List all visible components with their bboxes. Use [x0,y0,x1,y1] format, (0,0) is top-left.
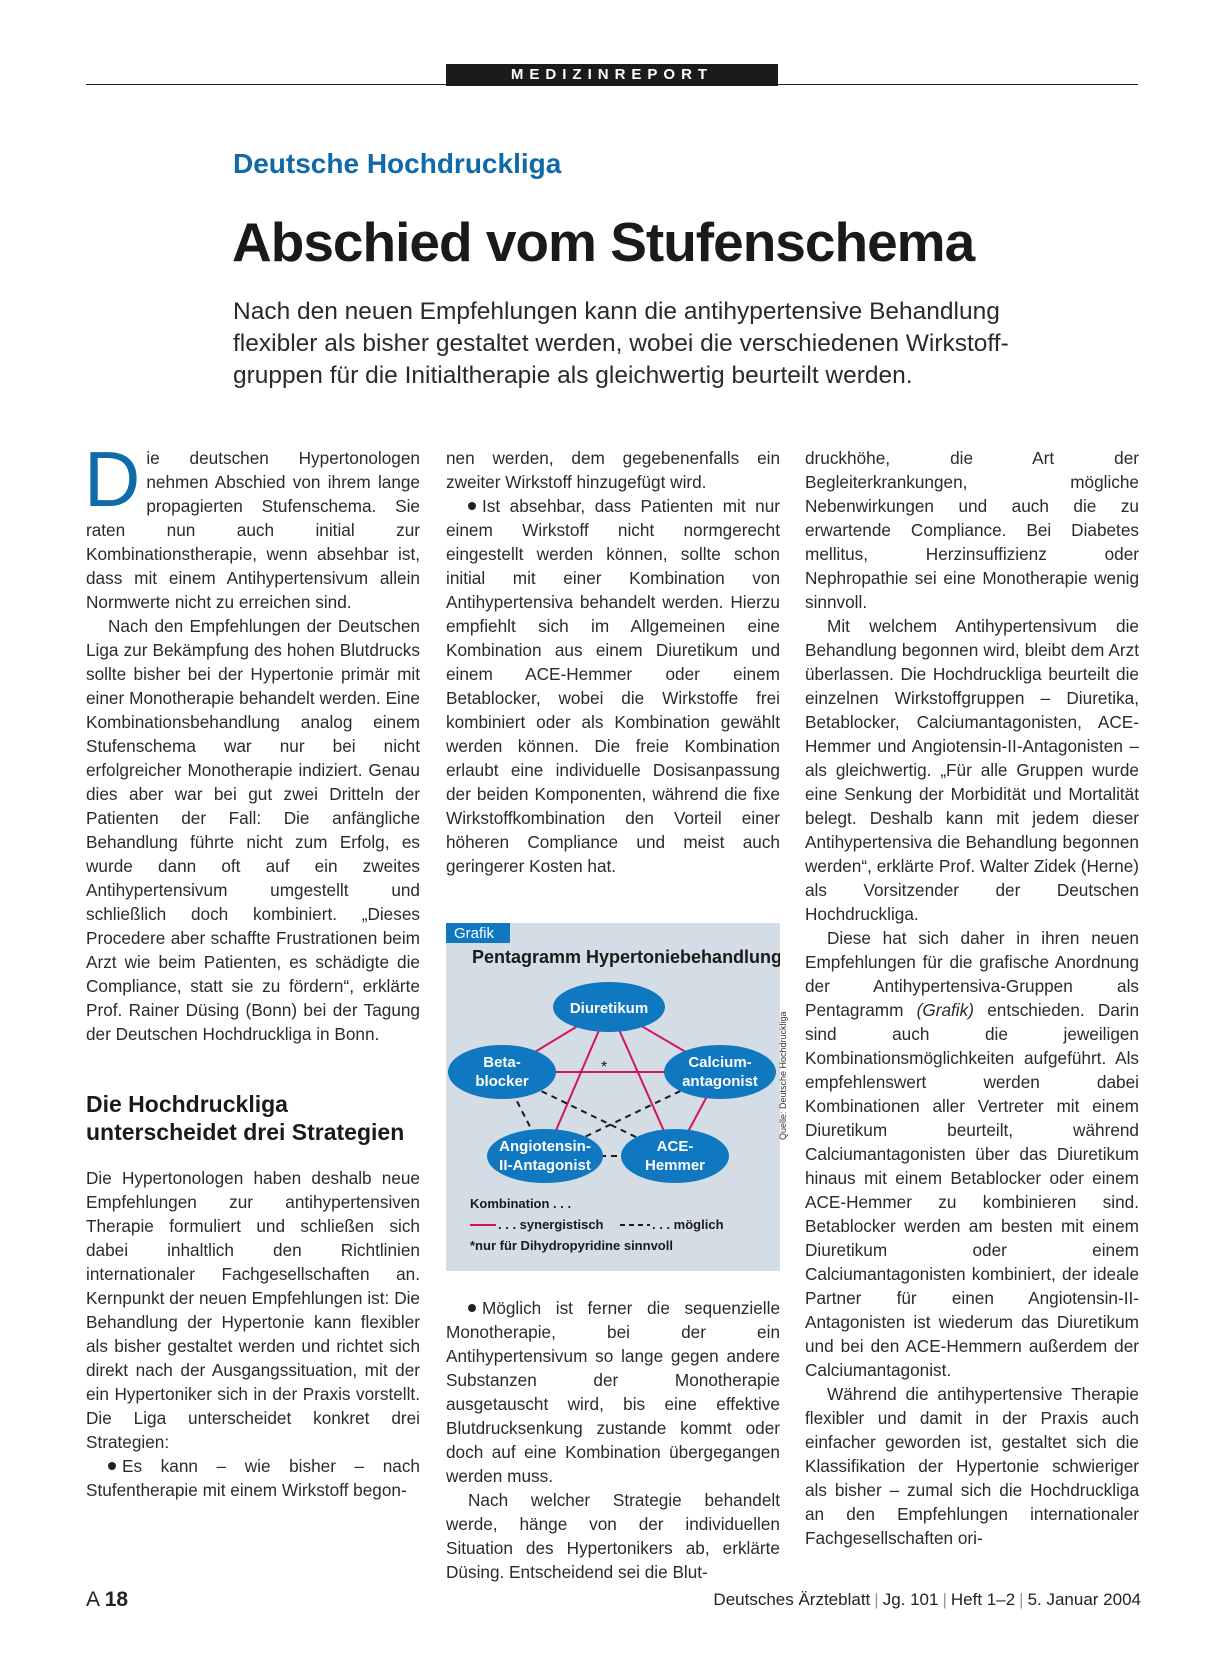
journal-issue: Heft 1–2 [950,1590,1016,1609]
col2-bullet-2 [446,494,780,878]
col3-paragraph-3-b: entschieden. Darin sind auch die jeweiligen Kombinationsmöglichkeiten aufgeführt. Als empfehlenswert werden dabei Kombinationen aller Vertreter mit einem Diuretikum beurteilt, während Calciumantagonisten über das Diuretikum hinaus mit einem Betablocker oder einem ACE-Hemmer zu kombinieren sind. Betablocker werden am besten mit einem Diuretikum oder einem Calciumantagonisten kombiniert, der ideale Partner für einen Angiotensin-II-Antagonisten ist wiederum das Diuretikum und bei den ACE-Hemmern außerdem der Calciumantagonist. [805,1000,1140,1380]
journal-name: Deutsches Ärzteblatt [713,1590,871,1609]
col1-bullet-1 [86,1454,420,1502]
grafik-reference: (Grafik) [916,1000,974,1020]
graphic-title: Pentagramm Hypertoniebehandlung [472,947,780,967]
bullet-icon [468,502,476,510]
subheading: Die Hochdruckliga unterscheidet drei Strategien [86,1091,405,1145]
col2-paragraph-2: Nach welcher Strategie behandelt werde, hänge von der individuellen Situation des Hypertonikers ab, erklärte Düsing. Entscheidend sei die Blut- [446,1490,780,1582]
node-calcium-label-1: Calcium- [688,1054,752,1071]
legend-note: *nur für Dihydropyridine sinnvoll [470,1238,673,1253]
pentagram-graphic [446,923,780,1271]
bullet-icon [108,1462,116,1470]
graphic-source: Quelle: Deutsche Hochdruckliga [778,1011,788,1140]
node-angio-label-1: Angiotensin- [499,1138,591,1155]
journal-volume: Jg. 101 [882,1590,939,1609]
node-ace-label-1: ACE- [656,1138,694,1155]
col3-paragraph-2: Mit welchem Antihypertensivum die Behandlung begonnen wird, bleibt dem Arzt überlassen. Die Hochdruckliga beurteilt die einzelnen Wirkstoffgruppen – Diuretika, Betablocker, Calciumantagonisten, ACE-Hemmer und Angiotensin-II-Antagonisten – als gleichwertig. „Für alle Gruppen wurde eine Senkung der Morbidität und Mortalität belegt. Deshalb kann mit jedem dieser Antihypertensiva die Behandlung begonnen werden“, erklärte Prof. Walter Zidek (Herne) als Vorsitzender der Deutschen Hochdruckliga. [805,616,1139,924]
node-angio-label-2: II-Antagonist [499,1157,591,1174]
page-number-value: 18 [104,1588,129,1611]
node-betablocker-label-1: Beta- [483,1054,521,1071]
page-number [86,1588,128,1612]
col1-paragraph-1-text: ie deutschen Hypertonologen nehmen Abschied von ihrem lange propagierten Stufenschema. Sie raten nun auch initial zur Kombinationstherapie, wenn absehbar ist, dass mit einem Antihypertensivum allein Normwerte nicht zu erreichen sind. [86,448,420,612]
journal-date: 5. Januar 2004 [1027,1590,1141,1609]
node-betablocker-label-2: blocker [475,1073,529,1090]
node-ace-label-2: Hemmer [644,1157,706,1174]
article-kicker: Deutsche Hochdruckliga [233,148,562,179]
col2-bullet-2-text: Ist absehbar, dass Patienten mit nur einem Wirkstoff nicht normgerecht eingestellt werden können, sollte schon initial mit einer Kombination von Antihypertensiva behandelt werden. Hierzu empfiehlt sich im Allgemeinen eine Kombination aus einem Diuretikum und einem ACE-Hemmer oder einem Betablocker, wobei die Wirkstoffe frei kombiniert oder als Kombination gewählt werden können. Die freie Kombination erlaubt eine individuelle Dosisanpassung der beiden Komponenten, während die fixe Wirkstoffkombination den Vorteil einer höheren Compliance und meist auch geringerer Kosten hat. [446,496,780,876]
col2-paragraph-1: nen werden, dem gegebenenfalls ein zweiter Wirkstoff hinzugefügt wird. [446,448,780,492]
article-headline: Abschied vom Stufenschema [232,211,975,273]
col1-paragraph-1 [84,435,420,614]
pentagram-svg [446,923,780,1271]
column-2-bottom [446,1296,780,1584]
article-lead: Nach den neuen Empfehlungen kann die antihypertensive Behandlung flexibler als bisher gestaltet werden, wobei die verschiedenen Wirkstoff-gruppen für die Initialtherapie als gleichwertig beurteilt werden. [233,298,1009,389]
col3-paragraph-3-a: Diese hat sich daher in ihren neuen Empfehlungen für die grafische Anordnung der Antihypertensiva-Gruppen als Pentagramm [805,928,1139,1020]
journal-info: Deutsches Ärzteblatt | Jg. 101 | Heft 1–2 | 5. Januar 2004 [713,1590,1141,1609]
star-mark: * [601,1059,608,1076]
col1-paragraph-3: Die Hypertonologen haben deshalb neue Empfehlungen zur antihypertensiven Therapie formuliert und schließen sich dabei inhaltlich den Richtlinien internationaler Fachgesellschaften an. Kernpunkt der neuen Empfehlungen ist: Die Behandlung der Hypertonie kann flexibler als bisher gestaltet werden und richtet sich direkt nach der Ausgangssituation, mit der ein Hypertoniker sich in der Praxis vorstellt. Die Liga unterscheidet konkret drei Strategien: [86,1168,420,1452]
col1-paragraph-2: Nach den Empfehlungen der Deutschen Liga zur Bekämpfung des hohen Blutdrucks sollte bisher bei der Hypertonie primär mit einer Monotherapie behandelt werden. Eine Kombinationsbehandlung analog einem Stufenschema war nur bei nicht erfolgreicher Monotherapie indiziert. Genau dies aber war bei gut zwei Dritteln der Patienten der Fall: Die anfängliche Behandlung führte nicht zum Erfolg, es wurde dann oft auf ein zweites Antihypertensivum umgestellt und schließlich doch kombiniert. „Dieses Procedere aber schaffte Frustrationen beim Arzt wie beim Patienten, es schädigte die Compliance, statt sie zu fördern“, erklärte Prof. Rainer Düsing (Bonn) bei der Tagung der Deutschen Hochdruckliga in Bonn. [86,616,420,1044]
node-diuretikum-label: Diuretikum [569,1000,649,1017]
col3-paragraph-4: Während die antihypertensive Therapie flexibler und damit in der Praxis auch einfacher geworden ist, gestaltet sich die Klassifikation der Hypertonie schwieriger als bisher – zumal sich die Hochdruckliga an den Empfehlungen internationaler Fachgesellschaften ori- [805,1384,1139,1548]
col3-paragraph-3 [805,926,1139,1382]
col2-bullet-3 [446,1296,780,1488]
legend-title: Kombination . . . [470,1196,572,1211]
graphic-tag: Grafik [454,925,495,942]
drop-cap: D [84,435,141,523]
legend-synergistic: . . . synergistisch [498,1217,604,1232]
col1-bullet-1-text: Es kann – wie bisher – nach Stufentherapie mit einem Wirkstoff begon- [86,1456,420,1500]
page-prefix: A [86,1588,99,1611]
col3-paragraph-1: druckhöhe, die Art der Begleiterkrankungen, mögliche Nebenwirkungen und auch die zu erwartende Compliance. Bei Diabetes mellitus, Herzinsuffizienz oder Nephropathie sei eine Monotherapie wenig sinnvoll. [805,448,1139,612]
bullet-icon [468,1304,476,1312]
col2-bullet-3-text: Möglich ist ferner die sequenzielle Monotherapie, bei der ein Antihypertensivum so lange gegen andere Substanzen der Monotherapie ausgetauscht wird, bis eine effektive Blutdrucksenkung zustande kommt oder doch auf eine Kombination übergegangen werden muss. [446,1298,780,1486]
column-3 [805,446,1139,1550]
column-2 [446,446,780,878]
legend-possible: . . . möglich [652,1217,724,1232]
section-tag: MEDIZINREPORT [446,64,778,86]
column-1 [84,435,420,1502]
node-calcium-label-2: antagonist [682,1073,758,1090]
